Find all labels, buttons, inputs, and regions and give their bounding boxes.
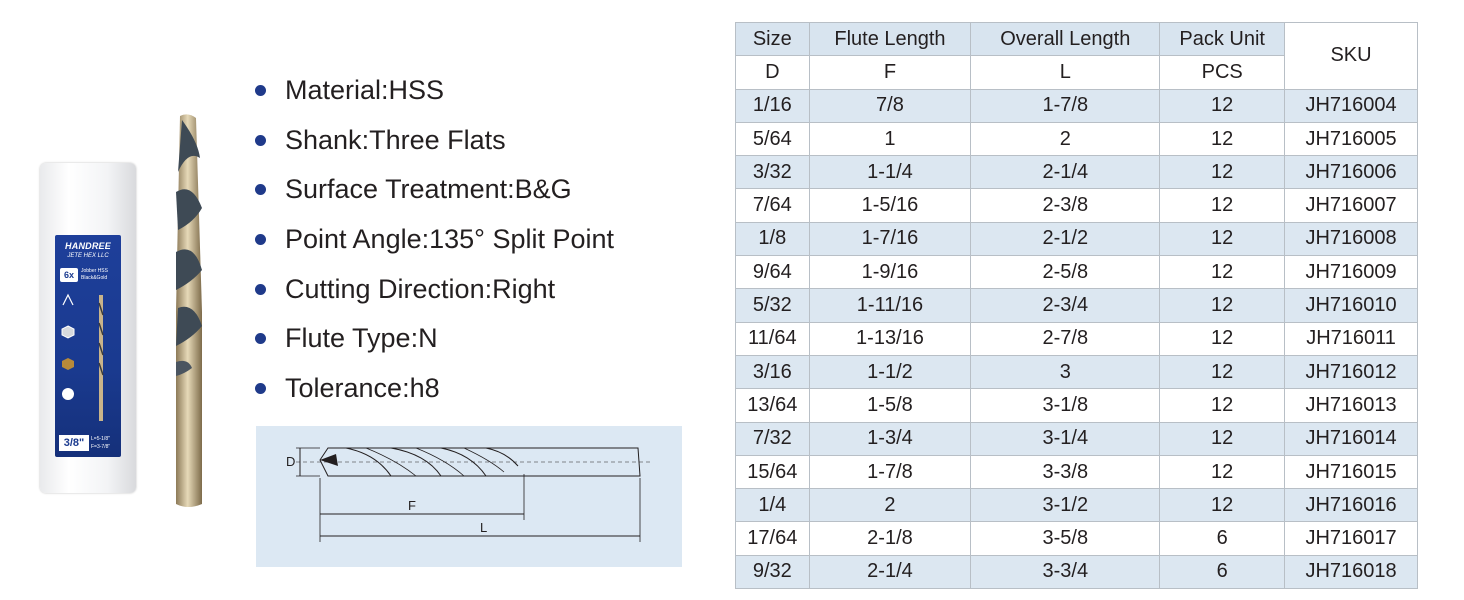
subheader-d: D: [736, 56, 810, 89]
spec-table: [735, 22, 1418, 589]
spec-point-angle: Point Angle : 135° Split Point: [255, 215, 614, 265]
table-row: 11/64 1-13/16 2-7/8 12 JH716011: [736, 322, 1418, 355]
round-shank-icon: [61, 387, 75, 401]
table-header-row: [736, 23, 1418, 56]
drill-schematic: [256, 426, 682, 567]
subheader-l: L: [971, 56, 1160, 89]
bullet-icon: [255, 383, 266, 394]
bullet-icon: [255, 333, 266, 344]
table-row: 5/64 1 2 12 JH716005: [736, 122, 1418, 155]
bullet-icon: [255, 184, 266, 195]
table-row: 3/16 1-1/2 3 12 JH716012: [736, 355, 1418, 388]
package-material-text: Jobber HSS Black&Gold: [81, 268, 108, 281]
mini-drill-icon: [91, 293, 111, 423]
specs-list: [255, 66, 614, 413]
bullet-icon: [255, 85, 266, 96]
label-d: D: [286, 454, 296, 469]
table-row: 1/4 2 3-1/2 12 JH716016: [736, 489, 1418, 522]
spec-material: Material : HSS: [255, 66, 614, 116]
table-row: 9/64 1-9/16 2-5/8 12 JH716009: [736, 256, 1418, 289]
table-row: 1/8 1-7/16 2-1/2 12 JH716008: [736, 222, 1418, 255]
table-row: 3/32 1-1/4 2-1/4 12 JH716006: [736, 156, 1418, 189]
table-row: 17/64 2-1/8 3-5/8 6 JH716017: [736, 522, 1418, 555]
table-row: 5/32 1-11/16 2-3/4 12 JH716010: [736, 289, 1418, 322]
table-row: 9/32 2-1/4 3-3/4 6 JH716018: [736, 555, 1418, 588]
package-brand: HANDREE: [65, 241, 111, 251]
spec-flute-type: Flute Type : N: [255, 314, 614, 364]
three-flats-icon: [61, 325, 75, 339]
header-flute-length: Flute Length: [809, 23, 971, 56]
package-count-badge: 6x: [60, 268, 78, 282]
table-row: 7/32 1-3/4 3-1/4 12 JH716014: [736, 422, 1418, 455]
spec-cutting-direction: Cutting Direction : Right: [255, 264, 614, 314]
subheader-pcs: PCS: [1160, 56, 1285, 89]
table-row: 1/16 7/8 1-7/8 12 JH716004: [736, 89, 1418, 122]
spec-shank: Shank : Three Flats: [255, 116, 614, 166]
header-size: Size: [736, 23, 810, 56]
dimension-diagram: [256, 426, 682, 567]
bullet-icon: [255, 284, 266, 295]
subheader-f: F: [809, 56, 971, 89]
product-package-image: [40, 163, 136, 493]
package-brand-sub: JETE HEX LLC: [67, 253, 109, 259]
hex-icon: [61, 357, 75, 371]
bullet-icon: [255, 234, 266, 245]
label-f: F: [408, 498, 416, 513]
table-row: 15/64 1-7/8 3-3/8 12 JH716015: [736, 455, 1418, 488]
table-row: 7/64 1-5/16 2-3/8 12 JH716007: [736, 189, 1418, 222]
angle-icon: [61, 293, 75, 307]
header-pack-unit: Pack Unit: [1160, 23, 1285, 56]
bullet-icon: [255, 135, 266, 146]
header-sku: SKU: [1285, 23, 1418, 90]
package-card: [55, 235, 121, 457]
table-row: 13/64 1-5/8 3-1/8 12 JH716013: [736, 389, 1418, 422]
drill-bit-image: [158, 112, 218, 512]
header-overall-length: Overall Length: [971, 23, 1160, 56]
spec-surface-treatment: Surface Treatment : B&G: [255, 165, 614, 215]
spec-tolerance: Tolerance : h8: [255, 364, 614, 414]
package-dims: L=5-1/8" F=3-7/8": [91, 436, 111, 450]
package-size-label: 3/8": [59, 435, 89, 451]
label-l: L: [480, 520, 488, 535]
